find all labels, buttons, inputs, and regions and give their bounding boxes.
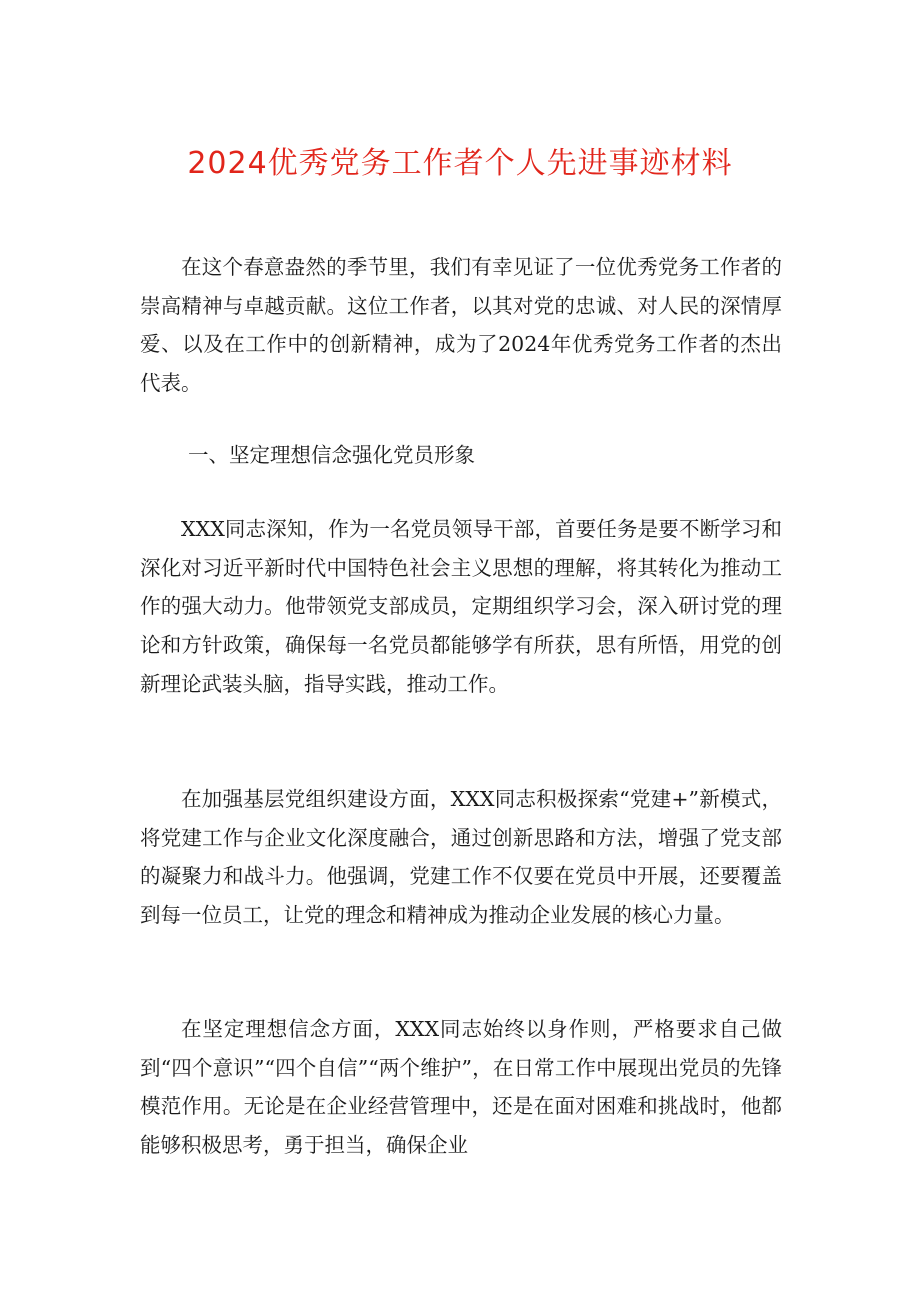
body-paragraph-3: 在坚定理想信念方面，XXX同志始终以身作则，严格要求自己做到“四个意识”“四个自信”“两个维护”，在日常工作中展现出党员的先锋模范作用。无论是在企业经营管理中，还是在面对困难和挑战时，他都能够积极思考，勇于担当，确保企业 [140,1017,782,1158]
body-paragraph-2: 在加强基层党组织建设方面，XXX同志积极探索“党建+”新模式，将党建工作与企业文化深度融合，通过创新思路和方法，增强了党支部的凝聚力和战斗力。他强调，党建工作不仅要在党员中开展，还要覆盖到每一位员工，让党的理念和精神成为推动企业发展的核心力量。 [140,787,782,928]
document-title: 2024优秀党务工作者个人先进事迹材料 [187,146,733,181]
body-paragraph-1: XXX同志深知，作为一名党员领导干部，首要任务是要不断学习和深化对习近平新时代中国特色社会主义思想的理解，将其转化为推动工作的强大动力。他带领党支部成员，定期组织学习会，深入研讨党的理论和方针政策，确保每一名党员都能够学有所获，思有所悟，用党的创新理论武装头脑，指导实践，推动工作。 [140,517,782,696]
intro-paragraph: 在这个春意盎然的季节里，我们有幸见证了一位优秀党务工作者的崇高精神与卓越贡献。这位工作者，以其对党的忠诚、对人民的深情厚爱、以及在工作中的创新精神，成为了2024年优秀党务工作者的杰出代表。 [140,255,782,396]
section-heading: 一、坚定理想信念强化党员形象 [188,443,475,467]
